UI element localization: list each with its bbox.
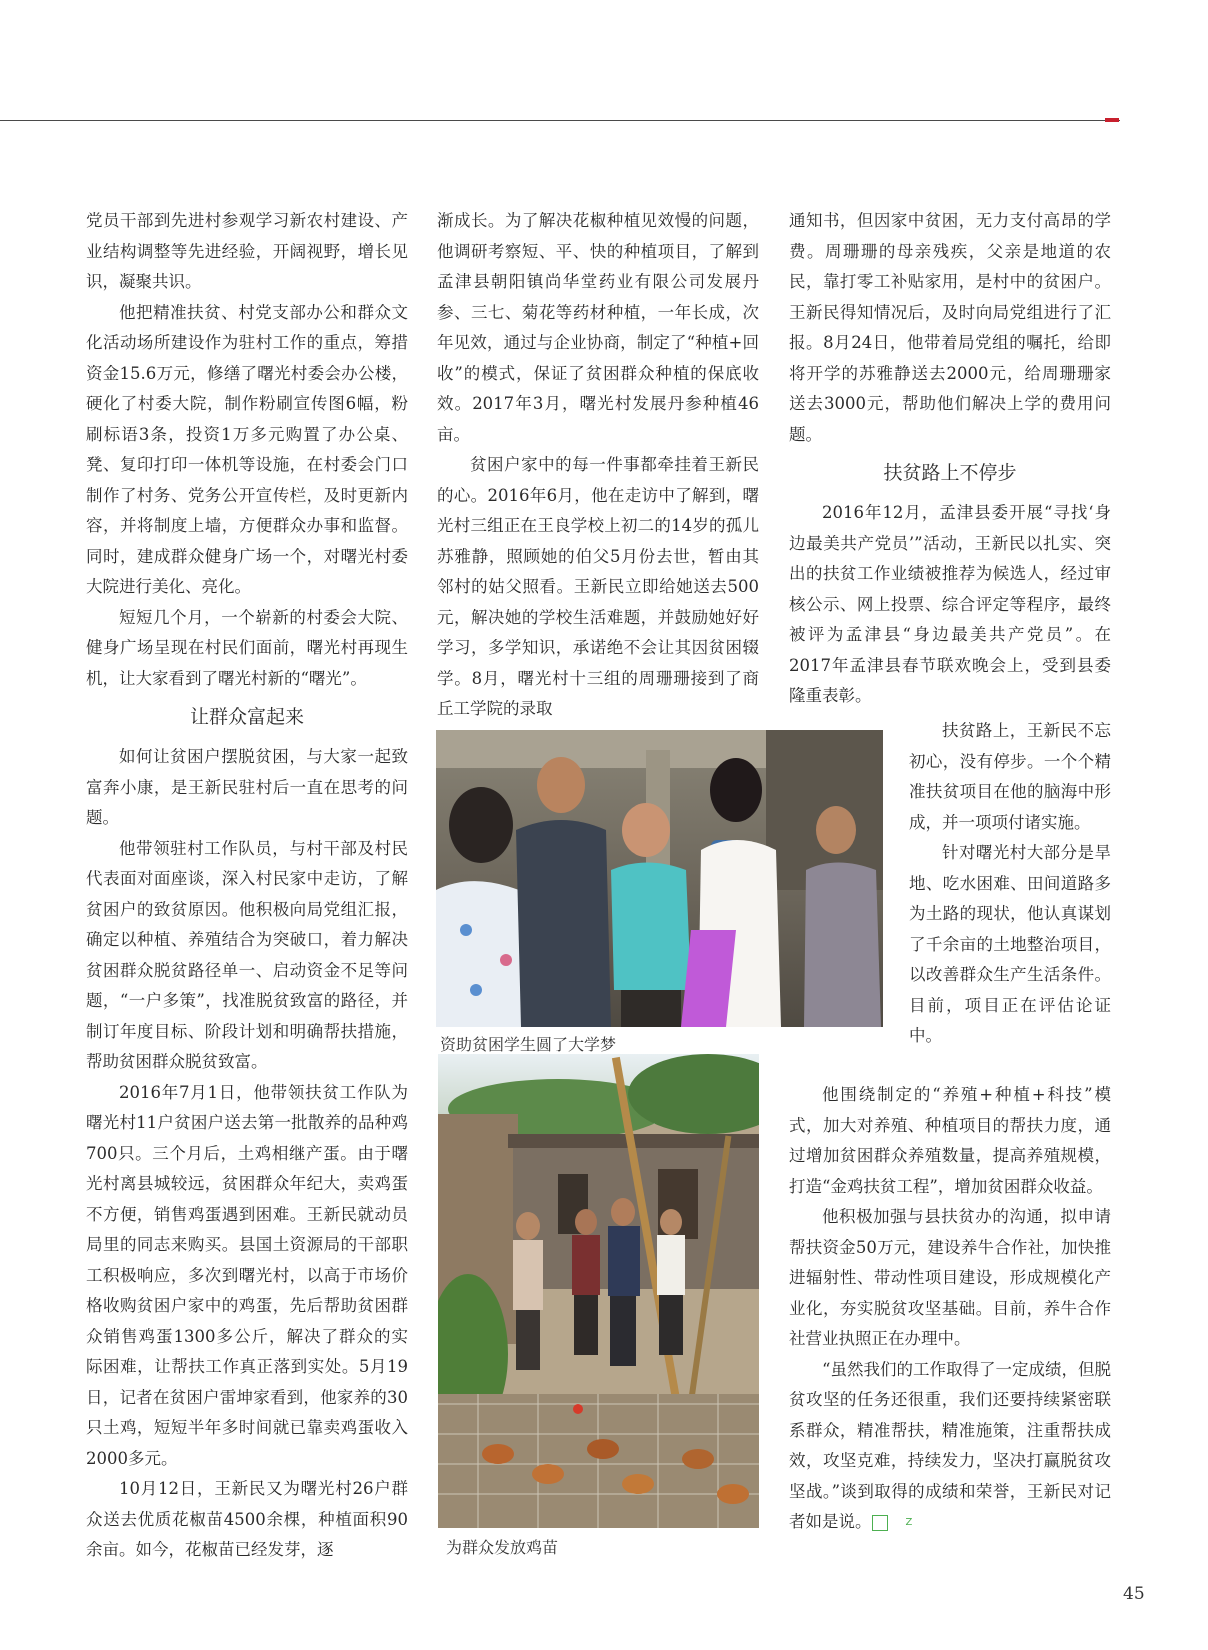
paragraph: 10月12日，王新民又为曙光村26户群众送去优质花椒苗4500余棵，种植面积90余亩。如今，花椒苗已经发芽，逐 [86,1479,408,1559]
paragraph: 贫困户家中的每一件事都牵挂着王新民的心。2016年6月，他在走访中了解到，曙光村三组正在王良学校上初二的14岁的孤儿苏雅静，照顾她的伯父5月份去世，暂由其邻村的姑父照看。王新民立即给她送去500元，解决她的学校生活难题，并鼓励她好好学习，多学知识，承诺绝不会让其因贫困辍学。8月，曙光村十三组的周珊珊接到了商丘工学院的录取 [437,455,759,718]
article-column-2 [437,206,759,725]
paragraph: 他把精准扶贫、村党支部办公和群众文化活动场所建设作为驻村工作的重点，筹措资金15.6万元，修缮了曙光村委会办公楼，硬化了村委大院，制作粉刷宣传图6幅，粉刷标语3条，投资1万多元购置了办公桌、凳、复印打印一体机等设施，在村委会门口制作了村务、党务公开宣传栏，及时更新内容，并将制度上墙，方便群众办事和监督。同时，建成群众健身广场一个，对曙光村委大院进行美化、亮化。 [86,302,408,596]
paragraph: 针对曙光村大部分是旱地、吃水困难、田间道路多为土路的现状，他认真谋划了千余亩的土地整治项目，以改善群众生产生活条件。目前，项目正在评估论证中。 [909,843,1111,1045]
paragraph: 党员干部到先进村参观学习新农村建设、产业结构调整等先进经验，开阔视野，增长见识，凝聚共识。 [86,211,408,291]
paragraph: 2016年12月，孟津县委开展“寻找‘身边最美共产党员’”活动，王新民以扎实、突出的扶贫工作业绩被推荐为候选人，经过审核公示、网上投票、综合评定等程序，最终被评为孟津县“身边最美共产党员”。在2017年孟津县春节联欢晚会上，受到县委隆重表彰。 [789,503,1111,705]
end-mark-icon: Z [872,1515,888,1531]
article-column-3 [789,206,1111,712]
photo-chick-distribution [438,1054,759,1528]
paragraph: 短短几个月，一个崭新的村委会大院、健身广场呈现在村民们面前，曙光村再现生机，让大家看到了曙光村新的“曙光”。 [86,607,408,688]
article-column-3-lower [789,1080,1111,1538]
paragraph: 他围绕制定的“养殖+种植+科技”模式，加大对养殖、种植项目的帮扶力度，通过增加贫困群众养殖数量，提高养殖规模，打造“金鸡扶贫工程”，增加贫困群众收益。 [789,1085,1111,1196]
header-rule [0,120,1120,121]
section-heading: 让群众富起来 [189,706,304,728]
page-number: 45 [1123,1584,1145,1604]
paragraph: 通知书，但因家中贫困，无力支付高昂的学费。周珊珊的母亲残疾，父亲是地道的农民，靠打零工补贴家用，是村中的贫困户。王新民得知情况后，及时向局党组进行了汇报。8月24日，他带着局党组的嘱托，给即将开学的苏雅静送去2000元，给周珊珊家送去3000元，帮助他们解决上学的费用问题。 [789,211,1111,444]
paragraph: 2016年7月1日，他带领扶贫工作队为曙光村11户贫困户送去第一批散养的品种鸡700只。三个月后，土鸡相继产蛋。由于曙光村离县城较远，贫困群众年纪大，卖鸡蛋不方便，销售鸡蛋遇到困难。王新民就动员局里的同志来购买。县国土资源局的干部职工积极响应，多次到曙光村，以高于市场价格收购贫困户家中的鸡蛋，先后帮助贫困群众销售鸡蛋1300多公斤，解决了群众的实际困难，让帮扶工作真正落到实处。5月19日，记者在贫困户雷坤家看到，他家养的30只土鸡，短短半年多时间就已靠卖鸡蛋收入2000多元。 [86,1082,408,1468]
quote-text: “虽然我们的工作取得了一定成绩，但脱贫攻坚的任务还很重，我们还要持续紧密联系群众，精准帮扶，精准施策，注重帮扶成效，攻坚克难，持续发力，坚决打赢脱贫攻坚战。”谈到取得的成绩和荣誉，王新民对记者如是说。 [789,1359,1111,1531]
paragraph: 渐成长。为了解决花椒种植见效慢的问题，他调研考察短、平、快的种植项目，了解到孟津县朝阳镇尚华堂药业有限公司发展丹参、三七、菊花等药材种植，一年长成，次年见效，通过与企业协商，制定了“种植+回收”的模式，保证了贫困群众种植的保底收效。2017年3月，曙光村发展丹参种植46亩。 [437,211,759,444]
paragraph: 扶贫路上，王新民不忘初心，没有停步。一个个精准扶贫项目在他的脑海中形成，并一项项付诸实施。 [909,721,1111,832]
section-heading: 扶贫路上不停步 [883,462,1017,484]
article-column-1 [86,206,408,1566]
paragraph: 他积极加强与县扶贫办的沟通，拟申请帮扶资金50万元，建设养牛合作社，加快推进辐射性、带动性项目建设，形成规模化产业化，夯实脱贫攻坚基础。目前，养牛合作社营业执照正在办理中。 [789,1207,1111,1348]
paragraph [789,1355,1111,1538]
paragraph: 他带领驻村工作队员，与村干部及村民代表面对面座谈，深入村民家中走访，了解贫困户的致贫原因。他积极向局党组汇报，确定以种植、养殖结合为突破口，着力解决贫困群众脱贫路径单一、启动资金不足等问题，“一户多策”，找准脱贫致富的路径，并制订年度目标、阶段计划和明确帮扶措施，帮助贫困群众脱贫致富。 [86,838,408,1071]
photo-student-aid [436,730,883,1027]
header-rule-accent [1105,118,1119,122]
paragraph: 如何让贫困户摆脱贫困，与大家一起致富奔小康，是王新民驻村后一直在思考的问题。 [86,747,408,827]
photo-caption: 为群众发放鸡苗 [446,1538,559,1557]
photo-caption: 资助贫困学生圆了大学梦 [440,1035,617,1054]
article-column-3-narrow [909,716,1111,1052]
